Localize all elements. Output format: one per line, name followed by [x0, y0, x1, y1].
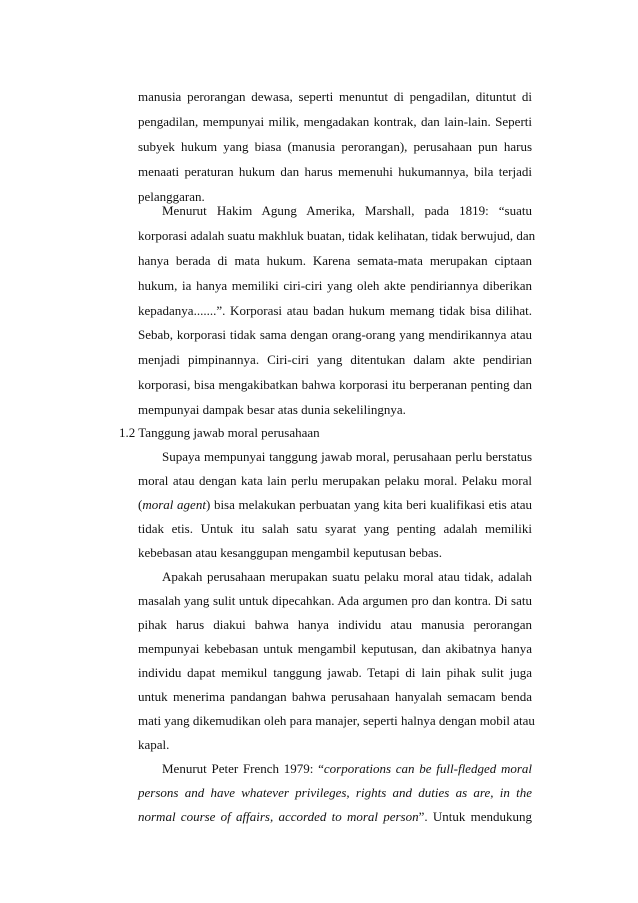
body-text-line: [138, 497, 532, 513]
body-text-line: mempunyai kebebasan untuk mengambil keputusan, dan akibatnya hanya: [138, 641, 532, 656]
body-text-line: Sebab, korporasi tidak sama dengan orang-orang yang mendirikannya atau: [138, 327, 532, 342]
body-text-line: Supaya mempunyai tanggung jawab moral, perusahaan perlu berstatus: [162, 449, 532, 464]
body-text-line: subyek hukum yang biasa (manusia perorangan), perusahaan pun harus: [138, 139, 532, 154]
body-text-line: pengadilan, mempunyai milik, mengadakan kontrak, dan lain-lain. Seperti: [138, 114, 532, 129]
text-fragment: Menurut Peter French 1979: “: [162, 761, 324, 776]
text-fragment: ) bisa melakukan perbuatan yang kita beri kualifikasi etis atau: [205, 497, 532, 512]
text-fragment: (: [138, 497, 143, 512]
body-text-line: menjadi pimpinannya. Ciri-ciri yang ditentukan dalam akte pendirian: [138, 352, 532, 367]
body-text-line: moral atau dengan kata lain perlu merupakan pelaku moral. Pelaku moral: [138, 473, 532, 488]
italic-term: moral agent: [142, 497, 206, 512]
body-text-line: pihak harus diakui bahwa hanya individu atau manusia perorangan: [138, 617, 532, 632]
body-text-line: manusia perorangan dewasa, seperti menuntut di pengadilan, dituntut di: [138, 89, 532, 104]
body-text-line: menaati peraturan hukum dan harus memenuhi hukumannya, bila terjadi: [138, 164, 532, 179]
section-heading: 1.2 Tanggung jawab moral perusahaan: [119, 425, 320, 440]
body-text-line: hukum, ia hanya memiliki ciri-ciri yang oleh akte pendiriannya diberikan: [138, 278, 532, 293]
body-text-line: [138, 785, 532, 801]
body-text-line: masalah yang sulit untuk dipecahkan. Ada argumen pro dan kontra. Di satu: [138, 593, 532, 608]
italic-quote: normal course of affairs, accorded to moral person: [138, 809, 419, 824]
body-text-line: untuk menerima pandangan bahwa perusahaan hanyalah semacam benda: [138, 689, 532, 704]
body-text-line: Apakah perusahaan merupakan suatu pelaku moral atau tidak, adalah: [162, 569, 532, 584]
body-text-line: kepadanya.......”. Korporasi atau badan hukum memang tidak bisa dilihat.: [138, 303, 532, 318]
body-text-line: mati yang dikemudikan oleh para manajer, seperti halnya dengan mobil atau: [138, 713, 535, 728]
body-text-line: Menurut Hakim Agung Amerika, Marshall, pada 1819: “suatu: [162, 203, 532, 218]
body-text-line: individu dapat memikul tanggung jawab. Tetapi di lain pihak sulit juga: [138, 665, 532, 680]
body-text-line: kapal.: [138, 737, 170, 752]
text-fragment: ”. Untuk mendukung: [418, 809, 532, 824]
body-text-line: tidak etis. Untuk itu salah satu syarat yang penting adalah memiliki: [138, 521, 532, 536]
body-text-line: [138, 809, 532, 825]
body-text-line: korporasi adalah suatu makhluk buatan, tidak kelihatan, tidak berwujud, dan: [138, 228, 536, 243]
italic-quote: persons and have whatever privileges, rights and duties as are, in the: [138, 785, 532, 800]
body-text-line: [162, 761, 532, 777]
italic-quote: corporations can be full-fledged moral: [323, 761, 533, 776]
body-text-line: hanya berada di mata hukum. Karena semata-mata merupakan ciptaan: [138, 253, 532, 268]
body-text-line: korporasi, bisa mengakibatkan bahwa korporasi itu berperanan penting dan: [138, 377, 532, 392]
body-text-line: pelanggaran.: [138, 189, 205, 204]
body-text-line: mempunyai dampak besar atas dunia sekelilingnya.: [138, 402, 406, 417]
body-text-line: kebebasan atau kesanggupan mengambil keputusan bebas.: [138, 545, 442, 560]
